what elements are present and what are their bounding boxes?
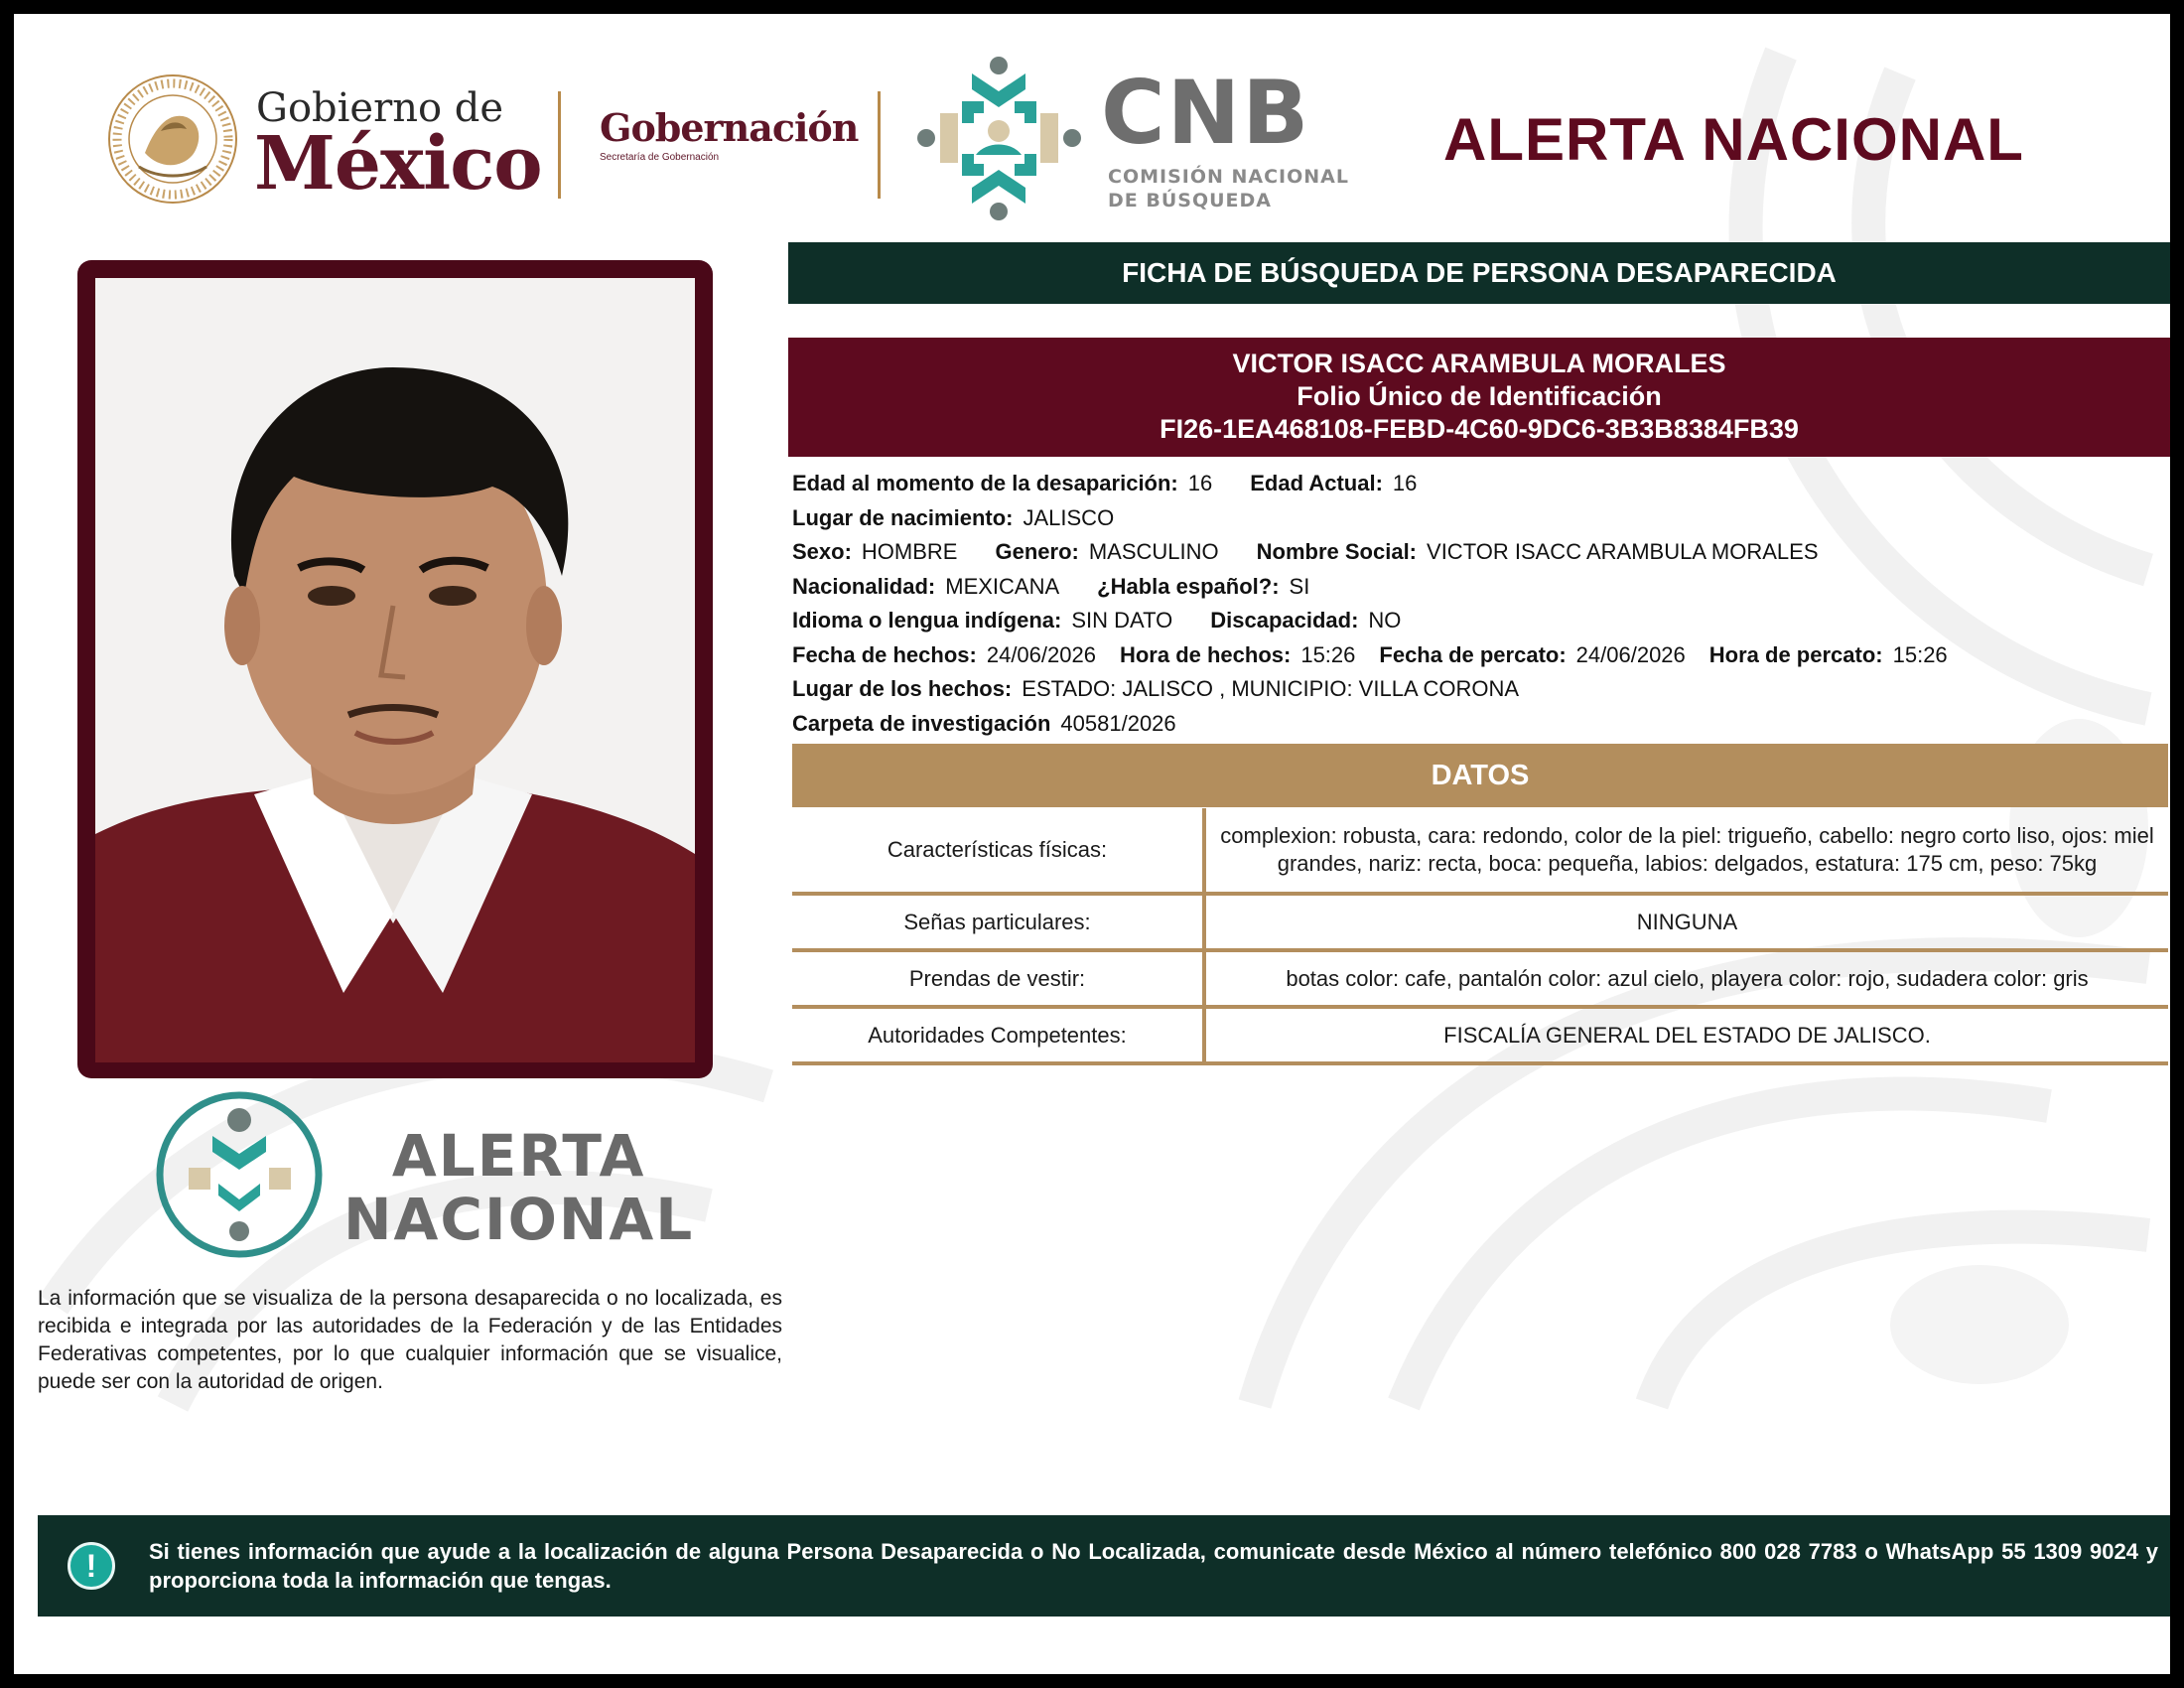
hora-percato-value: 15:26 [1892,641,1948,667]
discapacidad-value: NO [1368,608,1402,633]
datos-header: DATOS [792,744,2168,807]
disclaimer-text: La información que se visualiza de la persona desaparecida o no localizada, es recibida e integrada por las autoridades de la Federación y de las Entidades Federativas competentes, por lo que cualquier información que se visualice, puede ser con la autoridad de origen. [38,1287,782,1393]
genero-value: MASCULINO [1088,539,1219,564]
edad-actual-value: 16 [1392,471,1418,495]
person-info [792,467,2172,741]
info-row-carpeta [792,707,2172,742]
table-row [792,894,2168,950]
alerta-wordmark-line1: ALERTA [391,1122,646,1190]
photo-frame [77,260,713,1078]
fecha-hechos-label: Fecha de hechos: [792,641,977,667]
lugar-nacimiento-label: Lugar de nacimiento: [792,504,1014,530]
fecha-percato-value: 24/06/2026 [1575,641,1686,667]
sexo-label: Sexo: [792,539,852,564]
info-row-idioma [792,604,2172,638]
caracteristicas-label: Características físicas: [792,808,1204,894]
carpeta-value: 40581/2026 [1060,710,1176,736]
cnb-title: CNB [1101,62,1311,164]
person-name-block [788,338,2170,457]
cnb-emblem-icon [912,52,1086,225]
alerta-nacional-wordmark [343,1124,694,1251]
edad-desaparicion-value: 16 [1187,471,1213,495]
nacionalidad-label: Nacionalidad: [792,573,936,599]
genero-label: Genero: [995,539,1079,564]
idioma-value: SIN DATO [1071,608,1173,633]
info-row-lugar-hechos [792,672,2172,707]
info-row-edad [792,467,2172,501]
info-row-nacimiento [792,501,2172,536]
discapacidad-label: Discapacidad: [1210,608,1359,633]
header-divider [558,91,561,199]
nombre-social-label: Nombre Social: [1256,539,1418,564]
nacionalidad-value: MEXICANA [945,573,1060,599]
cnb-subtitle-line2: DE BÚSQUEDA [1108,190,1272,211]
person-portrait-image [95,278,695,1062]
table-row [792,808,2168,894]
table-row [792,1007,2168,1063]
datos-table [792,808,2168,1065]
edad-actual-label: Edad Actual: [1250,471,1383,495]
carpeta-label: Carpeta de investigación [792,710,1051,736]
info-row-nacionalidad [792,570,2172,605]
lugar-nacimiento-value: JALISCO [1023,504,1115,530]
contact-banner [38,1515,2174,1617]
prendas-label: Prendas de vestir: [792,950,1204,1007]
folio-label: Folio Único de Identificación [1297,381,1662,411]
cnb-subtitle-line1: COMISIÓN NACIONAL [1108,166,1349,188]
prendas-value: botas color: cafe, pantalón color: azul cielo, playera color: rojo, sudadera color: gris [1204,950,2168,1007]
gobierno-de-mexico-logo [105,71,542,211]
cnb-subtitle [1108,165,1349,212]
gobernacion-sublabel: Secretaría de Gobernación [600,152,720,163]
hora-hechos-label: Hora de hechos: [1119,641,1292,667]
folio-number: FI26-1EA468108-FEBD-4C60-9DC6-3B3B8384FB39 [1160,414,1799,444]
gobernacion-label: Gobernación [600,105,859,150]
habla-espanol-value: SI [1289,573,1310,599]
table-row [792,950,2168,1007]
page-title: ALERTA NACIONAL [1443,106,2024,173]
gobernacion-logo [600,105,858,165]
fecha-hechos-value: 24/06/2026 [986,641,1096,667]
caracteristicas-value: complexion: robusta, cara: redondo, color de la piel: trigueño, cabello: negro corto liso, ojos: miel grandes, nariz: recta, boca: pequeña, labios: delgados, estatura: 175 cm, peso: 75kg [1204,808,2168,894]
fecha-percato-label: Fecha de percato: [1379,641,1567,667]
national-seal-icon [105,71,240,207]
edad-desaparicion-label: Edad al momento de la desaparición: [792,471,1178,495]
sexo-value: HOMBRE [861,539,958,564]
header-divider [878,91,881,199]
info-row-sexo [792,535,2172,570]
idioma-label: Idioma o lengua indígena: [792,608,1062,633]
lugar-hechos-value: ESTADO: JALISCO , MUNICIPIO: VILLA CORONA [1022,676,1520,701]
lugar-hechos-label: Lugar de los hechos: [792,676,1013,701]
nombre-social-value: VICTOR ISACC ARAMBULA MORALES [1427,539,1819,564]
person-name: VICTOR ISACC ARAMBULA MORALES [1232,349,1726,378]
gobierno-de-label: Gobierno de [256,85,504,131]
senas-label: Señas particulares: [792,894,1204,950]
ficha-title-bar: FICHA DE BÚSQUEDA DE PERSONA DESAPARECIDA [788,242,2170,304]
habla-espanol-label: ¿Habla español?: [1097,573,1280,599]
senas-value: NINGUNA [1204,894,2168,950]
person-photo [95,278,695,1062]
exclamation-icon: ! [68,1542,115,1590]
autoridades-label: Autoridades Competentes: [792,1007,1204,1063]
hora-percato-label: Hora de percato: [1708,641,1883,667]
hora-hechos-value: 15:26 [1300,641,1356,667]
autoridades-value: FISCALÍA GENERAL DEL ESTADO DE JALISCO. [1204,1007,2168,1063]
alerta-nacional-emblem-icon [153,1088,327,1262]
alerta-wordmark-line2: NACIONAL [343,1186,695,1253]
mexico-label: México [254,121,542,207]
contact-banner-text: Si tienes información que ayude a la localización de alguna Persona Desaparecida o No Localizada, comunicate desde México al número telefónico 800 028 7783 o WhatsApp 55 1309 9024 y proporciona toda la información que tengas. [149,1539,2158,1593]
info-row-fechas [792,638,2172,673]
